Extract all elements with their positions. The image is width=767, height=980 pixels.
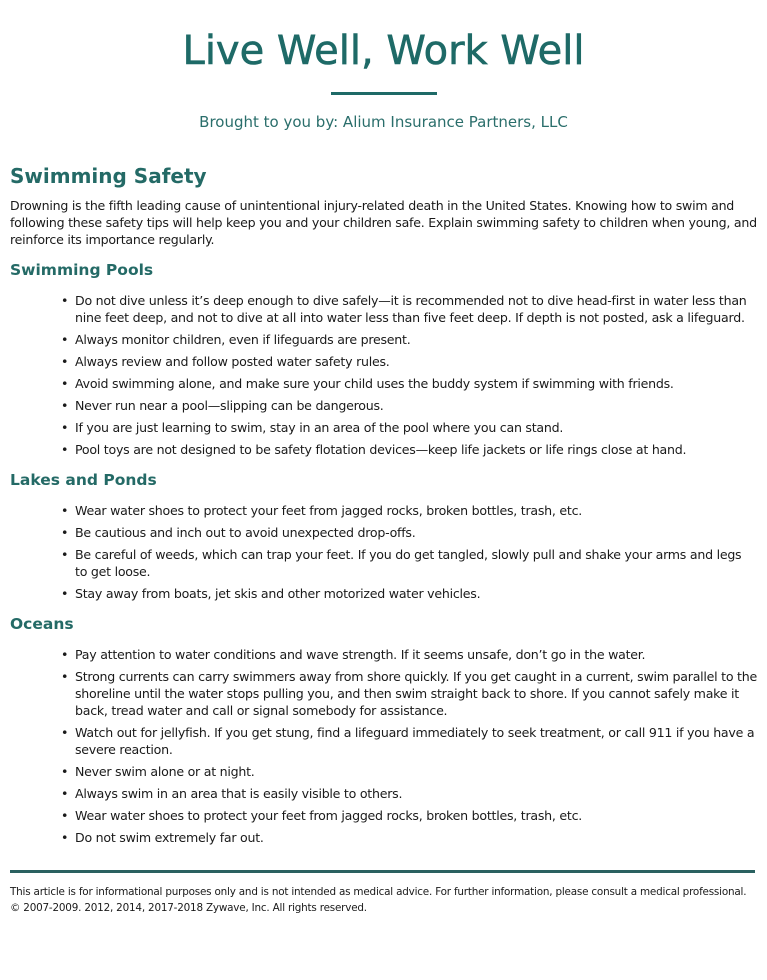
section-heading: Swimming Pools <box>10 261 154 279</box>
footer-divider <box>10 870 755 873</box>
bullet-icon: • <box>61 503 69 518</box>
list-item: • Wear water shoes to protect your feet from jagged rocks, broken bottles, trash, etc. <box>61 503 583 518</box>
bullet-icon: • <box>61 376 69 391</box>
section-heading: Oceans <box>10 615 74 633</box>
bullet-icon: • <box>61 293 69 308</box>
list-item: • Watch out for jellyfish. If you get stung, find a lifeguard immediately to seek treatment, or call 911 if you have a severe reaction. <box>61 725 755 757</box>
list-item: • Pay attention to water conditions and wave strength. If it seems unsafe, don’t go in the water. <box>61 647 646 662</box>
list-item: • Be careful of weeds, which can trap your feet. If you do get tangled, slowly pull and shake your arms and legs to get loose. <box>61 547 742 579</box>
section-swimming-pools <box>10 260 757 458</box>
list-item: • Pool toys are not designed to be safety flotation devices—keep life jackets or life rings close at hand. <box>61 442 687 457</box>
bullet-icon: • <box>61 420 69 435</box>
article <box>0 163 767 846</box>
list-item: • Never swim alone or at night. <box>61 764 255 779</box>
list-item: • Always monitor children, even if lifeguards are present. <box>61 332 411 347</box>
bullet-icon: • <box>61 442 69 457</box>
article-intro: Drowning is the fifth leading cause of unintentional injury-related death in the United States. Knowing how to swim and following these safety tips will help keep you and your children safe. Explain swimming safety to children when young, and reinforce its importance regularly. <box>10 198 757 247</box>
bullet-icon: • <box>61 725 69 740</box>
list-item: • Avoid swimming alone, and make sure your child uses the buddy system if swimming with friends. <box>61 376 674 391</box>
bullet-icon: • <box>61 547 69 562</box>
bullet-icon: • <box>61 786 69 801</box>
newsletter-header <box>0 0 767 131</box>
bullet-icon: • <box>61 332 69 347</box>
list-item: • Be cautious and inch out to avoid unexpected drop-offs. <box>61 525 416 540</box>
tips-list <box>10 646 757 846</box>
list-item: • Stay away from boats, jet skis and other motorized water vehicles. <box>61 586 481 601</box>
list-item: • Do not swim extremely far out. <box>61 830 264 845</box>
article-title: Swimming Safety <box>10 164 207 188</box>
tips-list <box>10 292 757 458</box>
list-item: • Always swim in an area that is easily visible to others. <box>61 786 403 801</box>
list-item: • Never run near a pool—slipping can be dangerous. <box>61 398 384 413</box>
section-lakes-and-ponds <box>10 470 757 602</box>
list-item: • Wear water shoes to protect your feet from jagged rocks, broken bottles, trash, etc. <box>61 808 583 823</box>
list-item: • Do not dive unless it’s deep enough to dive safely—it is recommended not to dive head-first in water less than nine feet deep, and not to dive at all into water less than five feet deep. If depth is not posted, ask a lifeguard. <box>61 293 747 325</box>
section-oceans <box>10 614 757 846</box>
bullet-icon: • <box>61 398 69 413</box>
disclaimer-text: This article is for informational purposes only and is not intended as medical advice. For further information, please consult a medical professional. © 2007-2009. 2012, 2014, 2017-2018 Zywave, Inc. All rights reserved. <box>10 886 747 914</box>
title-divider <box>331 92 437 95</box>
bullet-icon: • <box>61 586 69 601</box>
bullet-icon: • <box>61 647 69 662</box>
bullet-icon: • <box>61 808 69 823</box>
bullet-icon: • <box>61 354 69 369</box>
bullet-icon: • <box>61 669 69 684</box>
bullet-icon: • <box>61 830 69 845</box>
sponsor-line: Brought to you by: Alium Insurance Partners, LLC <box>199 113 568 131</box>
list-item: • If you are just learning to swim, stay in an area of the pool where you can stand. <box>61 420 564 435</box>
list-item: • Strong currents can carry swimmers away from shore quickly. If you get caught in a current, swim parallel to the shoreline until the water stops pulling you, and then swim straight back to shore. If you cannot safely make it back, tread water and call or signal somebody for assistance. <box>61 669 757 718</box>
tips-list <box>10 502 757 602</box>
bullet-icon: • <box>61 525 69 540</box>
newsletter-title: Live Well, Work Well <box>182 28 585 74</box>
bullet-icon: • <box>61 764 69 779</box>
section-heading: Lakes and Ponds <box>10 471 157 489</box>
list-item: • Always review and follow posted water safety rules. <box>61 354 390 369</box>
